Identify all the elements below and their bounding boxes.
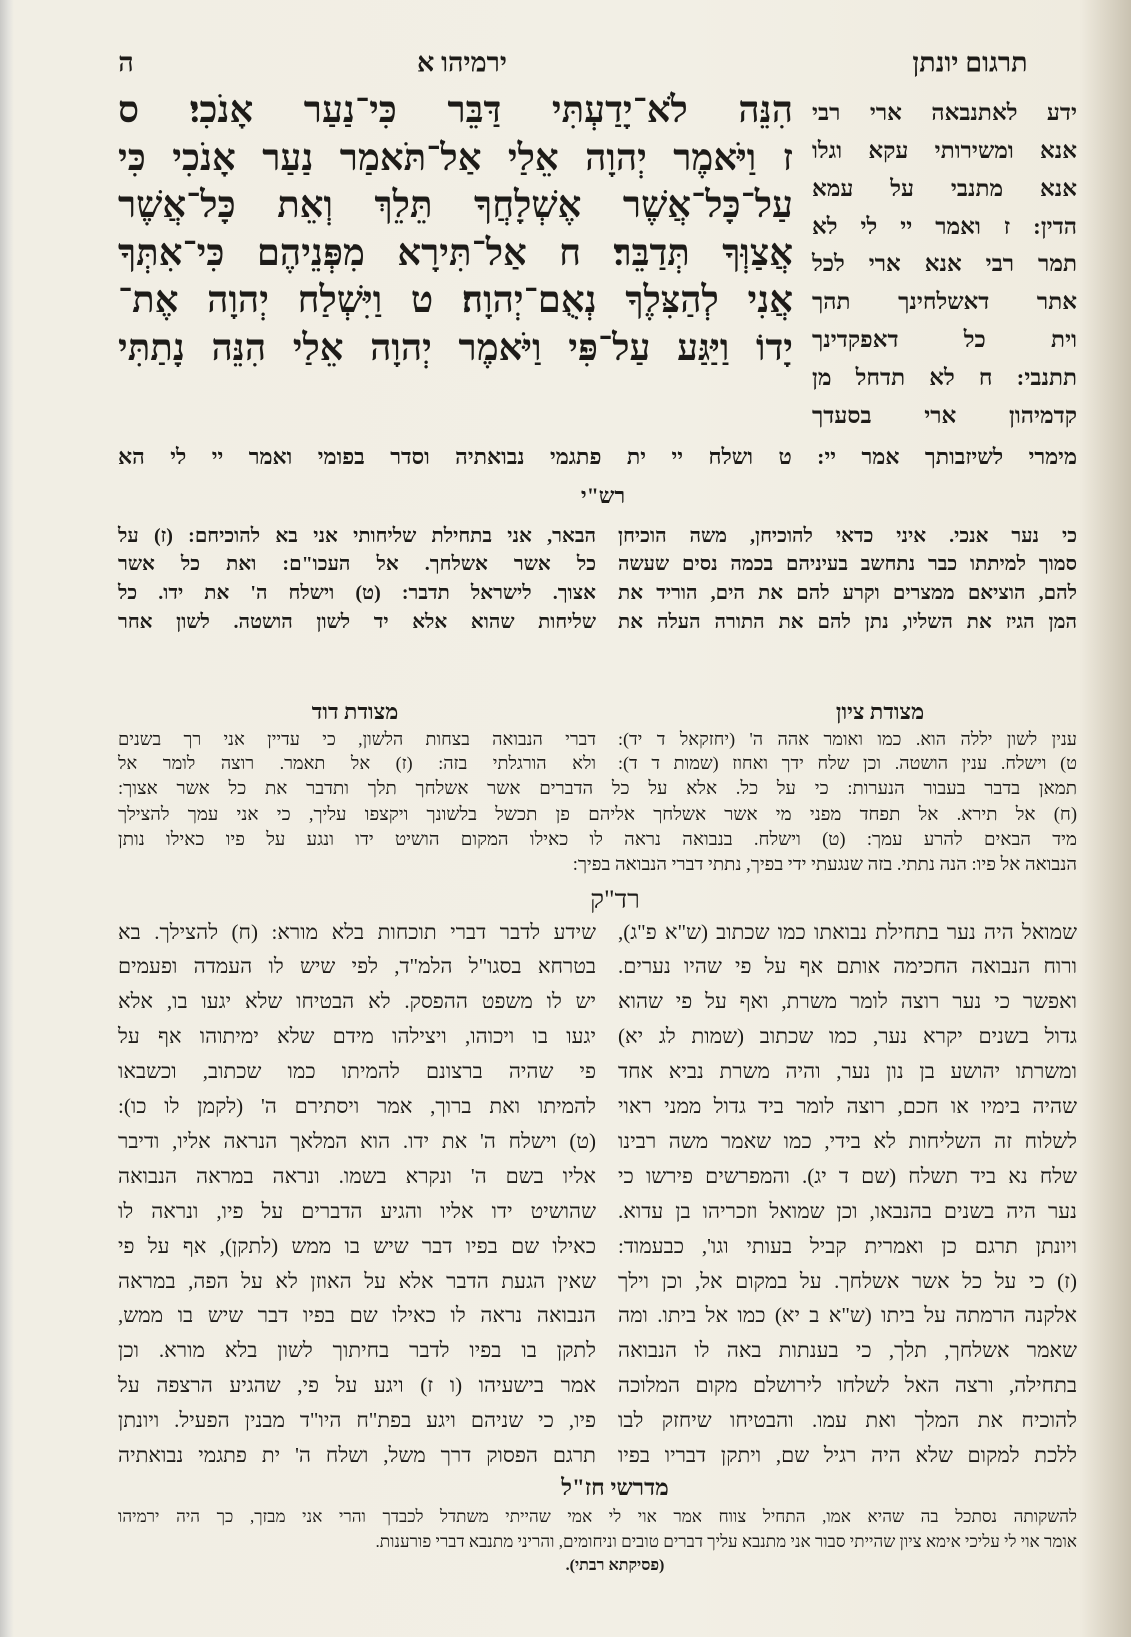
radak-line: שהושיט ידו אליו והגיע הדברים על פיו, ונראה לו [118, 1198, 596, 1223]
scripture-line: אֲצַוְּךָ תְּדַבֵּר׃ ח אַל־תִּירָא מִפְּנֵיהֶם כִּי־אִתְּךָ [118, 232, 793, 274]
midrash-citation: (פסיקתא רבתי). [565, 1557, 665, 1574]
rashi-line: שליחות שהוא אלא יד לשון הושטה. לשון אחר [118, 610, 596, 633]
rashi-line: כי נער אנכי. איני כדאי להוכיחן, משה הוכיחן [618, 524, 1077, 547]
targum-line: וית כל דאפקדינך [812, 326, 1077, 352]
radak-line: שלח נא ביד תשלח (שם ד יג). והמפרשים פירשו כי [618, 1163, 1077, 1188]
radak-line: אליו בשם ה' ונקרא בשמו. ונראה במראה הנבואה [118, 1163, 596, 1188]
rashi-line: הבאר, אני בתחילת שליחותי אני בא להוכיחם: (ז) על [118, 524, 596, 547]
radak-line: שאין הגעת הדבר אלא על האוזן לא על הפה, במראה [118, 1268, 596, 1293]
radak-line: שידע לדבר דברי תוכחות בלא מורא: (ח) להצילך. בא [118, 919, 596, 944]
targum-line: קדמיהון ארי בסעדך [812, 402, 1077, 428]
scripture-line: עַל־כָּל־אֲשֶׁר אֶשְׁלָחֲךָ תֵּלֵךְ וְאֵת כָּל־אֲשֶׁר [118, 185, 793, 227]
radak-line: ויונתן תרגם כן ואמרית קביל בעותי וגו', כבעמוד: [618, 1233, 1077, 1258]
scripture-line: הִנֵּה לֹא־יָדַעְתִּי דַּבֵּר כִּי־נַעַר אָנֹכִי׃ ס [118, 90, 793, 132]
targum-header: תרגום יונתן [912, 47, 1028, 78]
radak-line: ללכת למקום שלא היה רגיל שם, ויתקן דבריו בפיו [618, 1443, 1077, 1468]
radak-line: להוכיח את המלך ואת עמו. והבטיחו שיחזק לבו [618, 1408, 1077, 1433]
metzudat-tzion-line: ט) וישלח. ענין הושטה. וכן שלח ידך ואחוז (שמות ד ד): [618, 753, 1077, 773]
radak-line: שמואל היה נער בתחילת נבואתו כמו שכתוב (ש"א פ"ג), [618, 919, 1077, 944]
radak-line: ואפשר כי נער רוצה לומר משרת, ואף על פי שהוא [618, 989, 1077, 1014]
rashi-line: כל אשר אשלחך. אל העכו"ם: ואת כל אשר [118, 553, 596, 576]
radak-line: לתקן בו בפיו לדבר בחיתוך לשון בלא מורא. וכן [118, 1338, 596, 1363]
book-chapter-header: ירמיהו א [417, 47, 507, 78]
scripture-line: אֲנִי לְהַצִּלֶךָ נְאֻם־יְהוָה׃ ט וַיִּשְׁלַח יְהוָה אֶת־ [118, 280, 793, 322]
radak-line: ורוח הנבואה החכימה אותם אף על פי שהיו נערים. [618, 954, 1077, 979]
rashi-line: המן הגיז את השליו, נתן להם את התורה העלה את [618, 610, 1077, 633]
radak-line: בטרחא בסגו"ל הלמ"ד, לפי שיש לו העמדה ופעמים [118, 954, 596, 979]
radak-line: נער היה בשנים בהנבאו, וכן שמואל וזכריהו בן עדוא. [618, 1198, 1077, 1223]
targum-line: אנא מתנבי על עמא [812, 175, 1077, 201]
radak-heading: רד"ק [590, 885, 640, 914]
metzudat-tzion-line: ענין לשון יללה הוא. כמו ואומר אהה ה' (יחזקאל ד יד): [618, 729, 1077, 749]
radak-line: יגעו בו ויכוהו, ויצילהו מידם שלא ימיתוהו אף על [118, 1024, 596, 1049]
radak-line: תרגם הפסוק דרך משל, ושלח ה' ית פתגמי נבואתיה [118, 1443, 596, 1468]
midrash-line: אומר אוי לי עליכי אימא ציון שהייתי סבור אני מתנבא עליך דברים טובים וניחומים, והריני מתנבא דברי פורענות. [375, 1531, 1077, 1551]
targum-line: תמר רבי אנא ארי לכל [812, 251, 1077, 277]
metzudot-full-line: הנבואה אל פיו: הנה נתתי. בזה שנגעתי ידי בפיך, נתתי דברי הנבואה בפיך: [572, 855, 1077, 876]
radak-line: אמר בישעיהו (ו ז) ויגע על פי, שהגיע הרצפה על [118, 1373, 596, 1398]
radak-line: לשלוח זה השליחות לא בידי, כמו שאמר משה רבינו [618, 1128, 1077, 1153]
radak-line: פיו, כי שניהם ויגע בפת"ח היו"ד מבנין הפעיל. ויונתן [118, 1408, 596, 1433]
metzudat-david-heading: מצודת דוד [311, 699, 399, 724]
targum-line: הדין: ז ואמר יי לי לא [812, 213, 1077, 239]
radak-line: שאמר אשלחך, תלך, כי בענתות באה לו הנבואה [618, 1338, 1077, 1363]
rashi-line: להם, הוציאם ממצרים וקרע להם את הים, הוריד את [618, 582, 1077, 605]
page-letter: ה [118, 47, 134, 78]
radak-line: שהיה בימיו או חכם, רוצה לומר ביד גדול ממני ראוי [618, 1094, 1077, 1119]
metzudot-full-line: (ח) אל תירא. אל תפחד מפני מי אשר אשלחך אליהם פן תכשל בלשונך ויקצפו עליך, כי אני עמך להצילך [118, 804, 1077, 825]
targum-line: ידע לאתנבאה ארי רבי [812, 100, 1077, 126]
metzudot-full-line: מיד הבאים להרע עמך: (ט) וישלח. בנבואה נראה לו כאילו המקום הושיט ידו ונגע על פיו כאילו נותן [118, 829, 1077, 850]
targum-line: אנא ומשירותי עקא וגלו [812, 137, 1077, 163]
metzudot-full-line: תמאן בדבר בעבור הנערות: כי על כל. אלא על כל הדברים אשר אשלחך תלך ותדבר את כל אשר אצוך: [118, 779, 1077, 800]
targum-line: תתנבי: ח לא תדחל מן [812, 364, 1077, 390]
scripture-line: יָדוֹ וַיַּגַּע עַל־פִּי וַיֹּאמֶר יְהוָה אֵלַי הִנֵּה נָתַתִּי [118, 327, 793, 369]
radak-line: בתחילה, ורצה האל לשלחו לירושלם מקום המלוכה [618, 1373, 1077, 1398]
metzudat-tzion-heading: מצודת ציון [835, 699, 925, 724]
radak-line: ומשרתו יהושע בן נון נער, והיה משרת נביא אחד [618, 1059, 1077, 1084]
targum-line: אתר דאשלחינך תהך [812, 289, 1077, 315]
radak-line: (ט) וישלח ה' את ידו. הוא המלאך הנראה אליו, ודיבר [118, 1128, 596, 1153]
midrash-line: להשקותה נסתכל בה שהיא אמו, התחיל צווח אמר אוי לי אמי שהייתי משתדל לכבדך והרי אני מבזך, כך היה ירמיהו [118, 1506, 1077, 1526]
radak-line: כאילו שם בפיו דבר שיש בו ממש (לתקן), אף על פי [118, 1233, 596, 1258]
midrash-heading: מדרשי חז"ל [561, 1475, 669, 1500]
rashi-line: סמוך למיתתו כבר נתחשב בעיניהם בכמה נסים שעשה [618, 553, 1077, 576]
rashi-line: אצוך. לישראל תדבר: (ט) וישלח ה' את ידו. כל [118, 582, 596, 605]
radak-line: (ז) כי על כל אשר אשלחך. על במקום אל, וכן וילך [618, 1268, 1077, 1293]
metzudat-david-line: ולא הורגלתי בזה: (ז) אל תאמר. רוצה לומר אל [118, 753, 596, 773]
metzudat-david-line: דברי הנבואה בצחות הלשון, כי עדיין אני רך בשנים [118, 729, 596, 749]
radak-line: להמיתו ואת ברוך, אמר ויסתירם ה' (לקמן לו כו): [118, 1094, 596, 1119]
radak-line: יש לו משפט ההפסק. לא הבטיחו שלא יגעו בו, אלא [118, 989, 596, 1014]
targum-full-line: מימרי לשיזבותך אמר יי: ט ושלח יי ית פתגמי נבואתיה וסדר בפומי ואמר יי לי הא [118, 444, 1077, 469]
radak-line: פי שהיה ברצונם להמיתו כמו שכתוב, וכשבאו [118, 1059, 596, 1084]
scripture-line: ז וַיֹּאמֶר יְהוָה אֵלַי אַל־תֹּאמַר נַעַר אָנֹכִי כִּי [118, 137, 793, 179]
radak-line: גדול בשנים יקרא נער, כמו שכתוב (שמות לג יא) [618, 1024, 1077, 1049]
radak-line: הנבואה נראה לו כאילו שם בפיו דבר שיש בו ממש, [118, 1303, 596, 1328]
radak-line: אלקנה הרמתה על ביתו (ש"א ב יא) כמו אל ביתו. ומה [618, 1303, 1077, 1328]
rashi-heading: רש"י [580, 483, 626, 508]
